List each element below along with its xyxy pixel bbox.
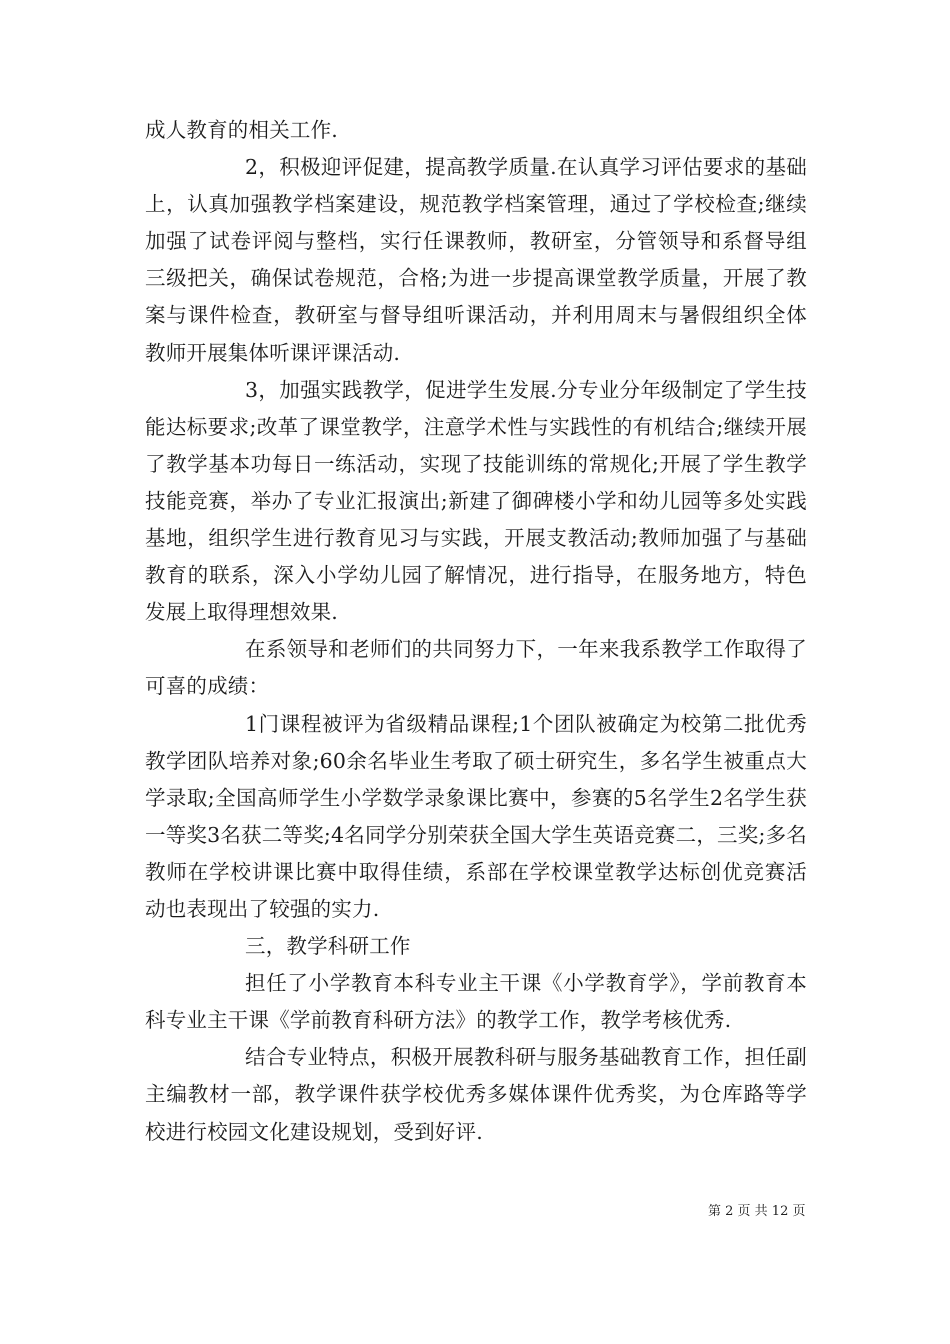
paragraph-achievements-intro: 在系领导和老师们的共同努力下，一年来我系教学工作取得了可喜的成绩：	[145, 637, 807, 699]
document-body	[145, 112, 807, 1151]
paragraph-continuation: 成人教育的相关工作.	[145, 118, 339, 142]
page-number-footer: 第 2 页 共 12 页	[708, 1204, 806, 1219]
paragraph-achievements-list: 1门课程被评为省级精品课程;1个团队被确定为校第二批优秀教学团队培养对象;60余名毕业生考取了硕士研究生，多名学生被重点大学录取;全国高师学生小学数学录象课比赛中，参赛的5名学生2名学生获一等奖3名获二等奖;4名同学分别荣获全国大学生英语竞赛二，三奖;多名教师在学校讲课比赛中取得佳绩，系部在学校课堂教学达标创优竞赛活动也表现出了较强的实力.	[145, 711, 807, 921]
paragraph-item-3: 3，加强实践教学，促进学生发展.分专业分年级制定了学生技能达标要求;改革了课堂教学，注意学术性与实践性的有机结合;继续开展了教学基本功每日一练活动，实现了技能训练的常规化;开展了学生教学技能竞赛，举办了专业汇报演出;新建了御碑楼小学和幼儿园等多处实践基地，组织学生进行教育见习与实践，开展支教活动;教师加强了与基础教育的联系，深入小学幼儿园了解情况，进行指导，在服务地方，特色发展上取得理想效果.	[145, 377, 807, 625]
paragraph-research-service: 结合专业特点，积极开展教科研与服务基础教育工作，担任副主编教材一部，教学课件获学校优秀多媒体课件优秀奖，为仓库路等学校进行校园文化建设规划，受到好评.	[145, 1045, 807, 1144]
paragraph-teaching-courses: 担任了小学教育本科专业主干课《小学教育学》，学前教育本科专业主干课《学前教育科研方法》的教学工作，教学考核优秀.	[145, 971, 807, 1033]
paragraph-item-2: 2，积极迎评促建，提高教学质量.在认真学习评估要求的基础上，认真加强教学档案建设，规范教学档案管理，通过了学校检查;继续加强了试卷评阅与整档，实行任课教师，教研室，分管领导和系督导组三级把关，确保试卷规范，合格;为进一步提高课堂教学质量，开展了教案与课件检查，教研室与督导组听课活动，并利用周末与暑假组织全体教师开展集体听课评课活动.	[145, 155, 807, 365]
section-heading-research: 三，教学科研工作	[245, 934, 411, 959]
